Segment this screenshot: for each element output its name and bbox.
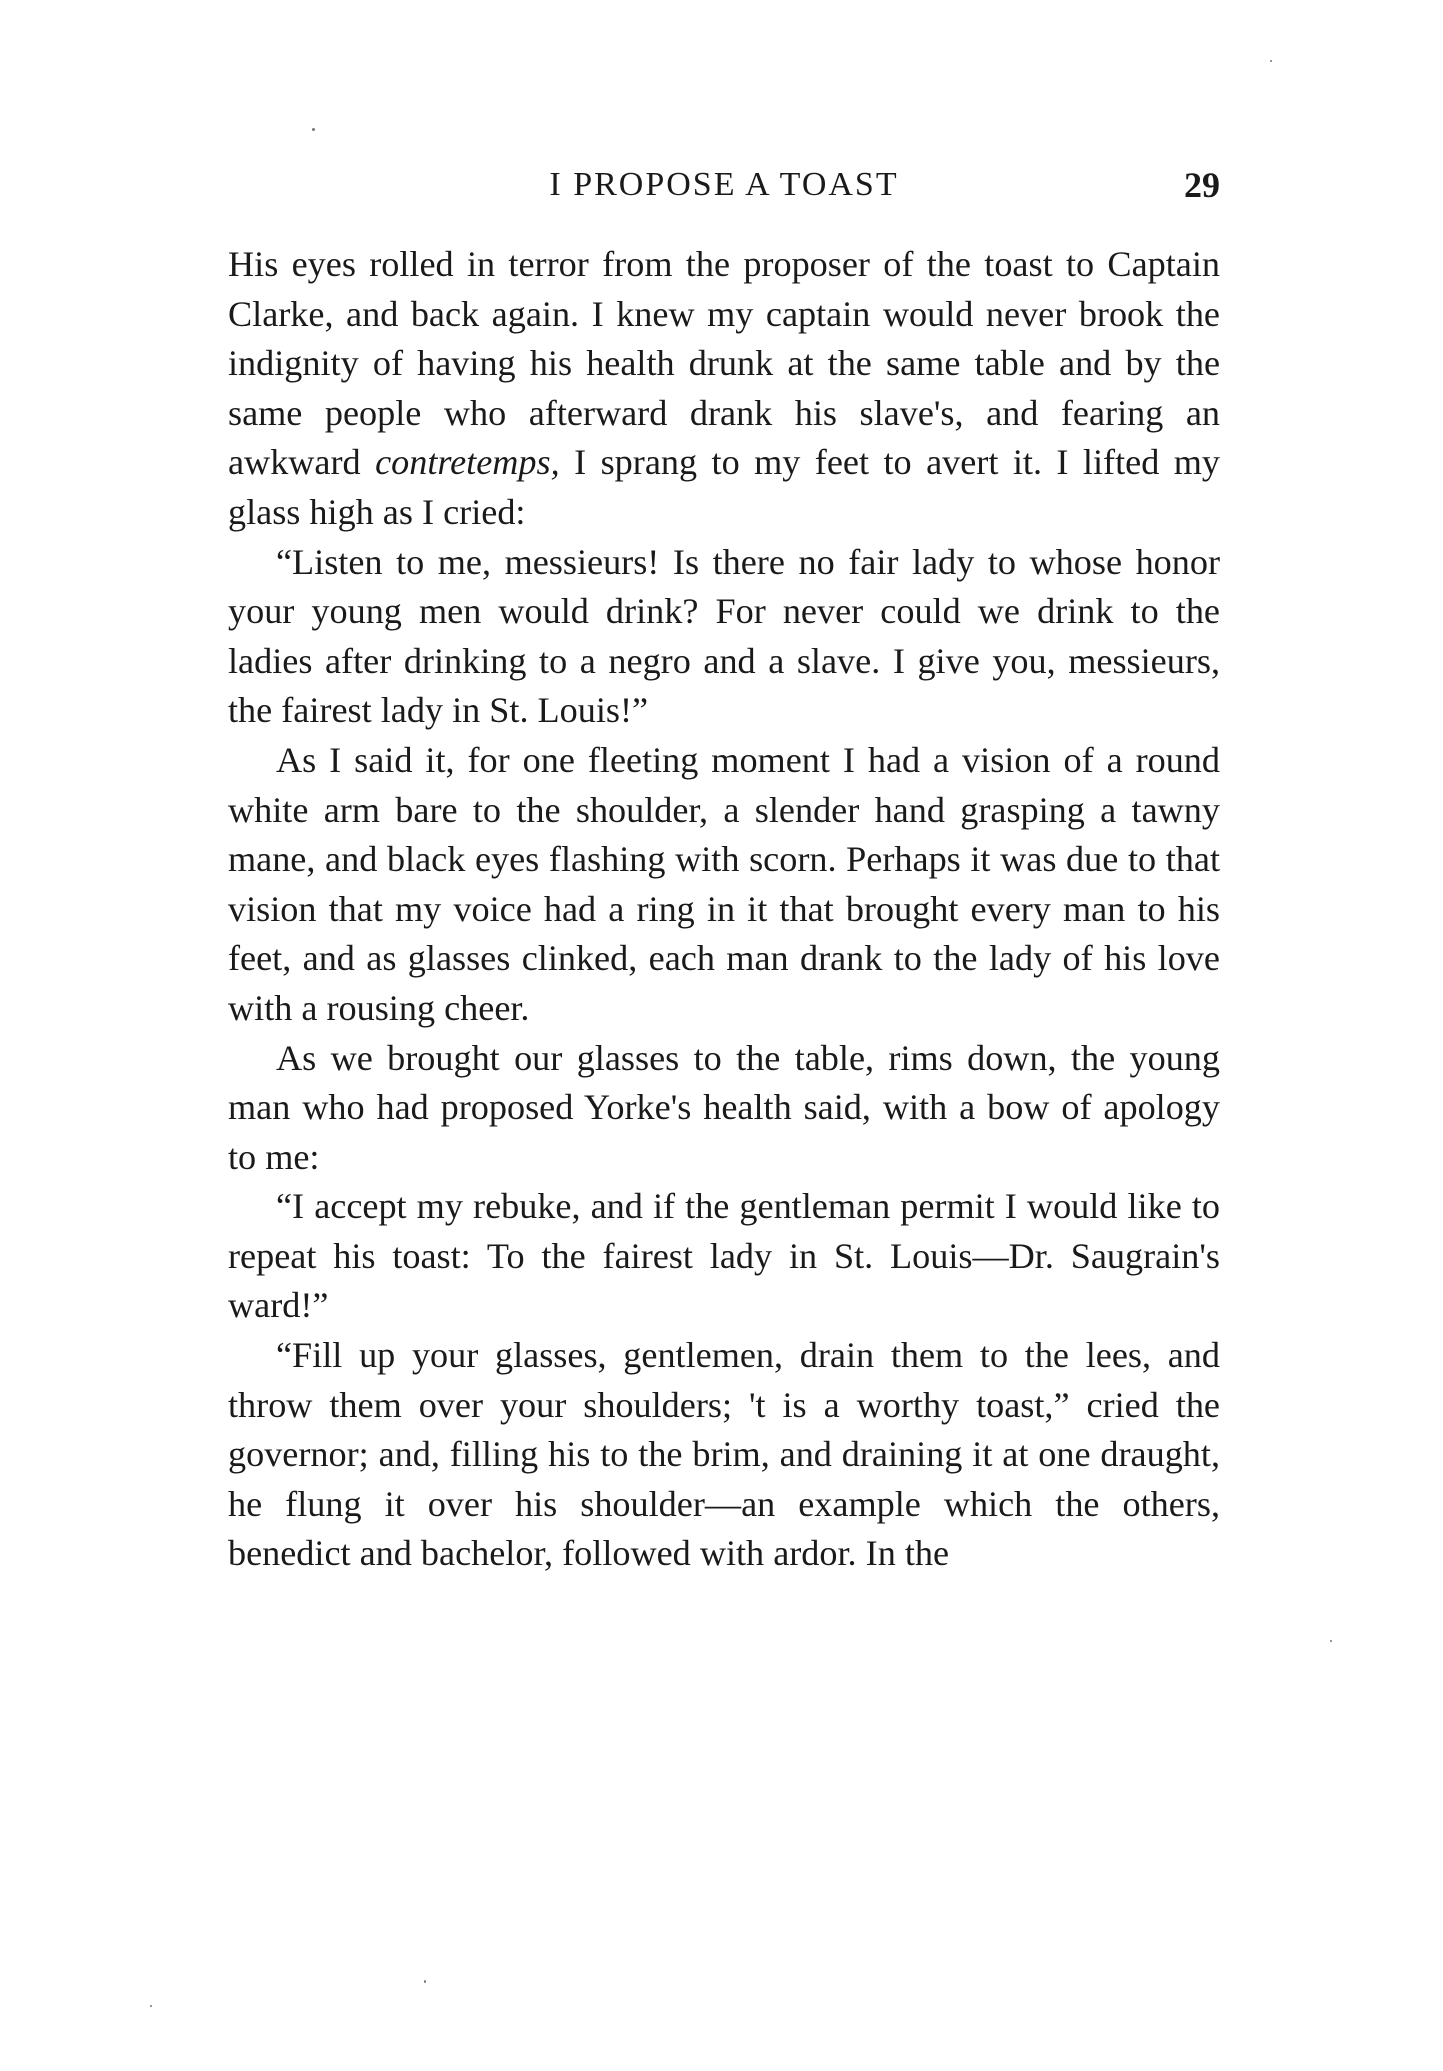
body-text bbox=[228, 240, 1220, 1579]
scan-speck bbox=[424, 1980, 426, 1983]
running-head bbox=[228, 160, 1220, 210]
scan-speck bbox=[150, 2005, 152, 2007]
paragraph-6: “Fill up your glasses, gentlemen, drain them to the lees, and throw them over your shoulders; 't is a worthy toast,” cried the governor; and, filling his to the brim, and draining it at one draught, he flung it over his shoulder—an example which the others, benedict and bachelor, followed with ardor. In the bbox=[228, 1335, 1220, 1574]
paragraph-1-emphasis: contretemps, bbox=[375, 442, 560, 483]
scan-speck bbox=[1270, 60, 1272, 62]
paragraph-1-after: I sprang to my feet to avert it. I lifted my glass high as I cried: bbox=[228, 442, 1220, 532]
paragraph-1 bbox=[228, 240, 1220, 538]
paragraph-2: “Listen to me, messieurs! Is there no fair lady to whose honor your young men would drink? For never could we drink to the ladies after drinking to a negro and a slave. I give you, messieurs, the fairest lady in St. Louis!” bbox=[228, 541, 1220, 731]
scan-speck bbox=[1330, 1640, 1332, 1642]
paragraph-1-before: His eyes rolled in terror from the proposer of the toast to Captain Clarke, and back again. I knew my captain would never brook the indignity of having his health drunk at the same table and by the same people who afterward drank his slave's, and fearing an awkward bbox=[228, 244, 1220, 483]
paragraph-3: As I said it, for one fleeting moment I had a vision of a round white arm bare to the shoulder, a slender hand grasping a tawny mane, and black eyes flashing with scorn. Perhaps it was due to that vision that my voice had a ring in it that brought every man to his feet, and as glasses clinked, each man drank to the lady of his love with a rousing cheer. bbox=[228, 739, 1220, 1028]
paragraph-4: As we brought our glasses to the table, rims down, the young man who had proposed Yorke's health said, with a bow of apology to me: bbox=[228, 1037, 1220, 1177]
page-number: 29 bbox=[1184, 165, 1220, 205]
paragraph-5: “I accept my rebuke, and if the gentleman permit I would like to repeat his toast: To the fairest lady in St. Louis—Dr. Saugrain's ward!” bbox=[228, 1186, 1220, 1326]
running-title: I PROPOSE A TOAST bbox=[549, 166, 899, 203]
scan-speck bbox=[312, 128, 315, 131]
